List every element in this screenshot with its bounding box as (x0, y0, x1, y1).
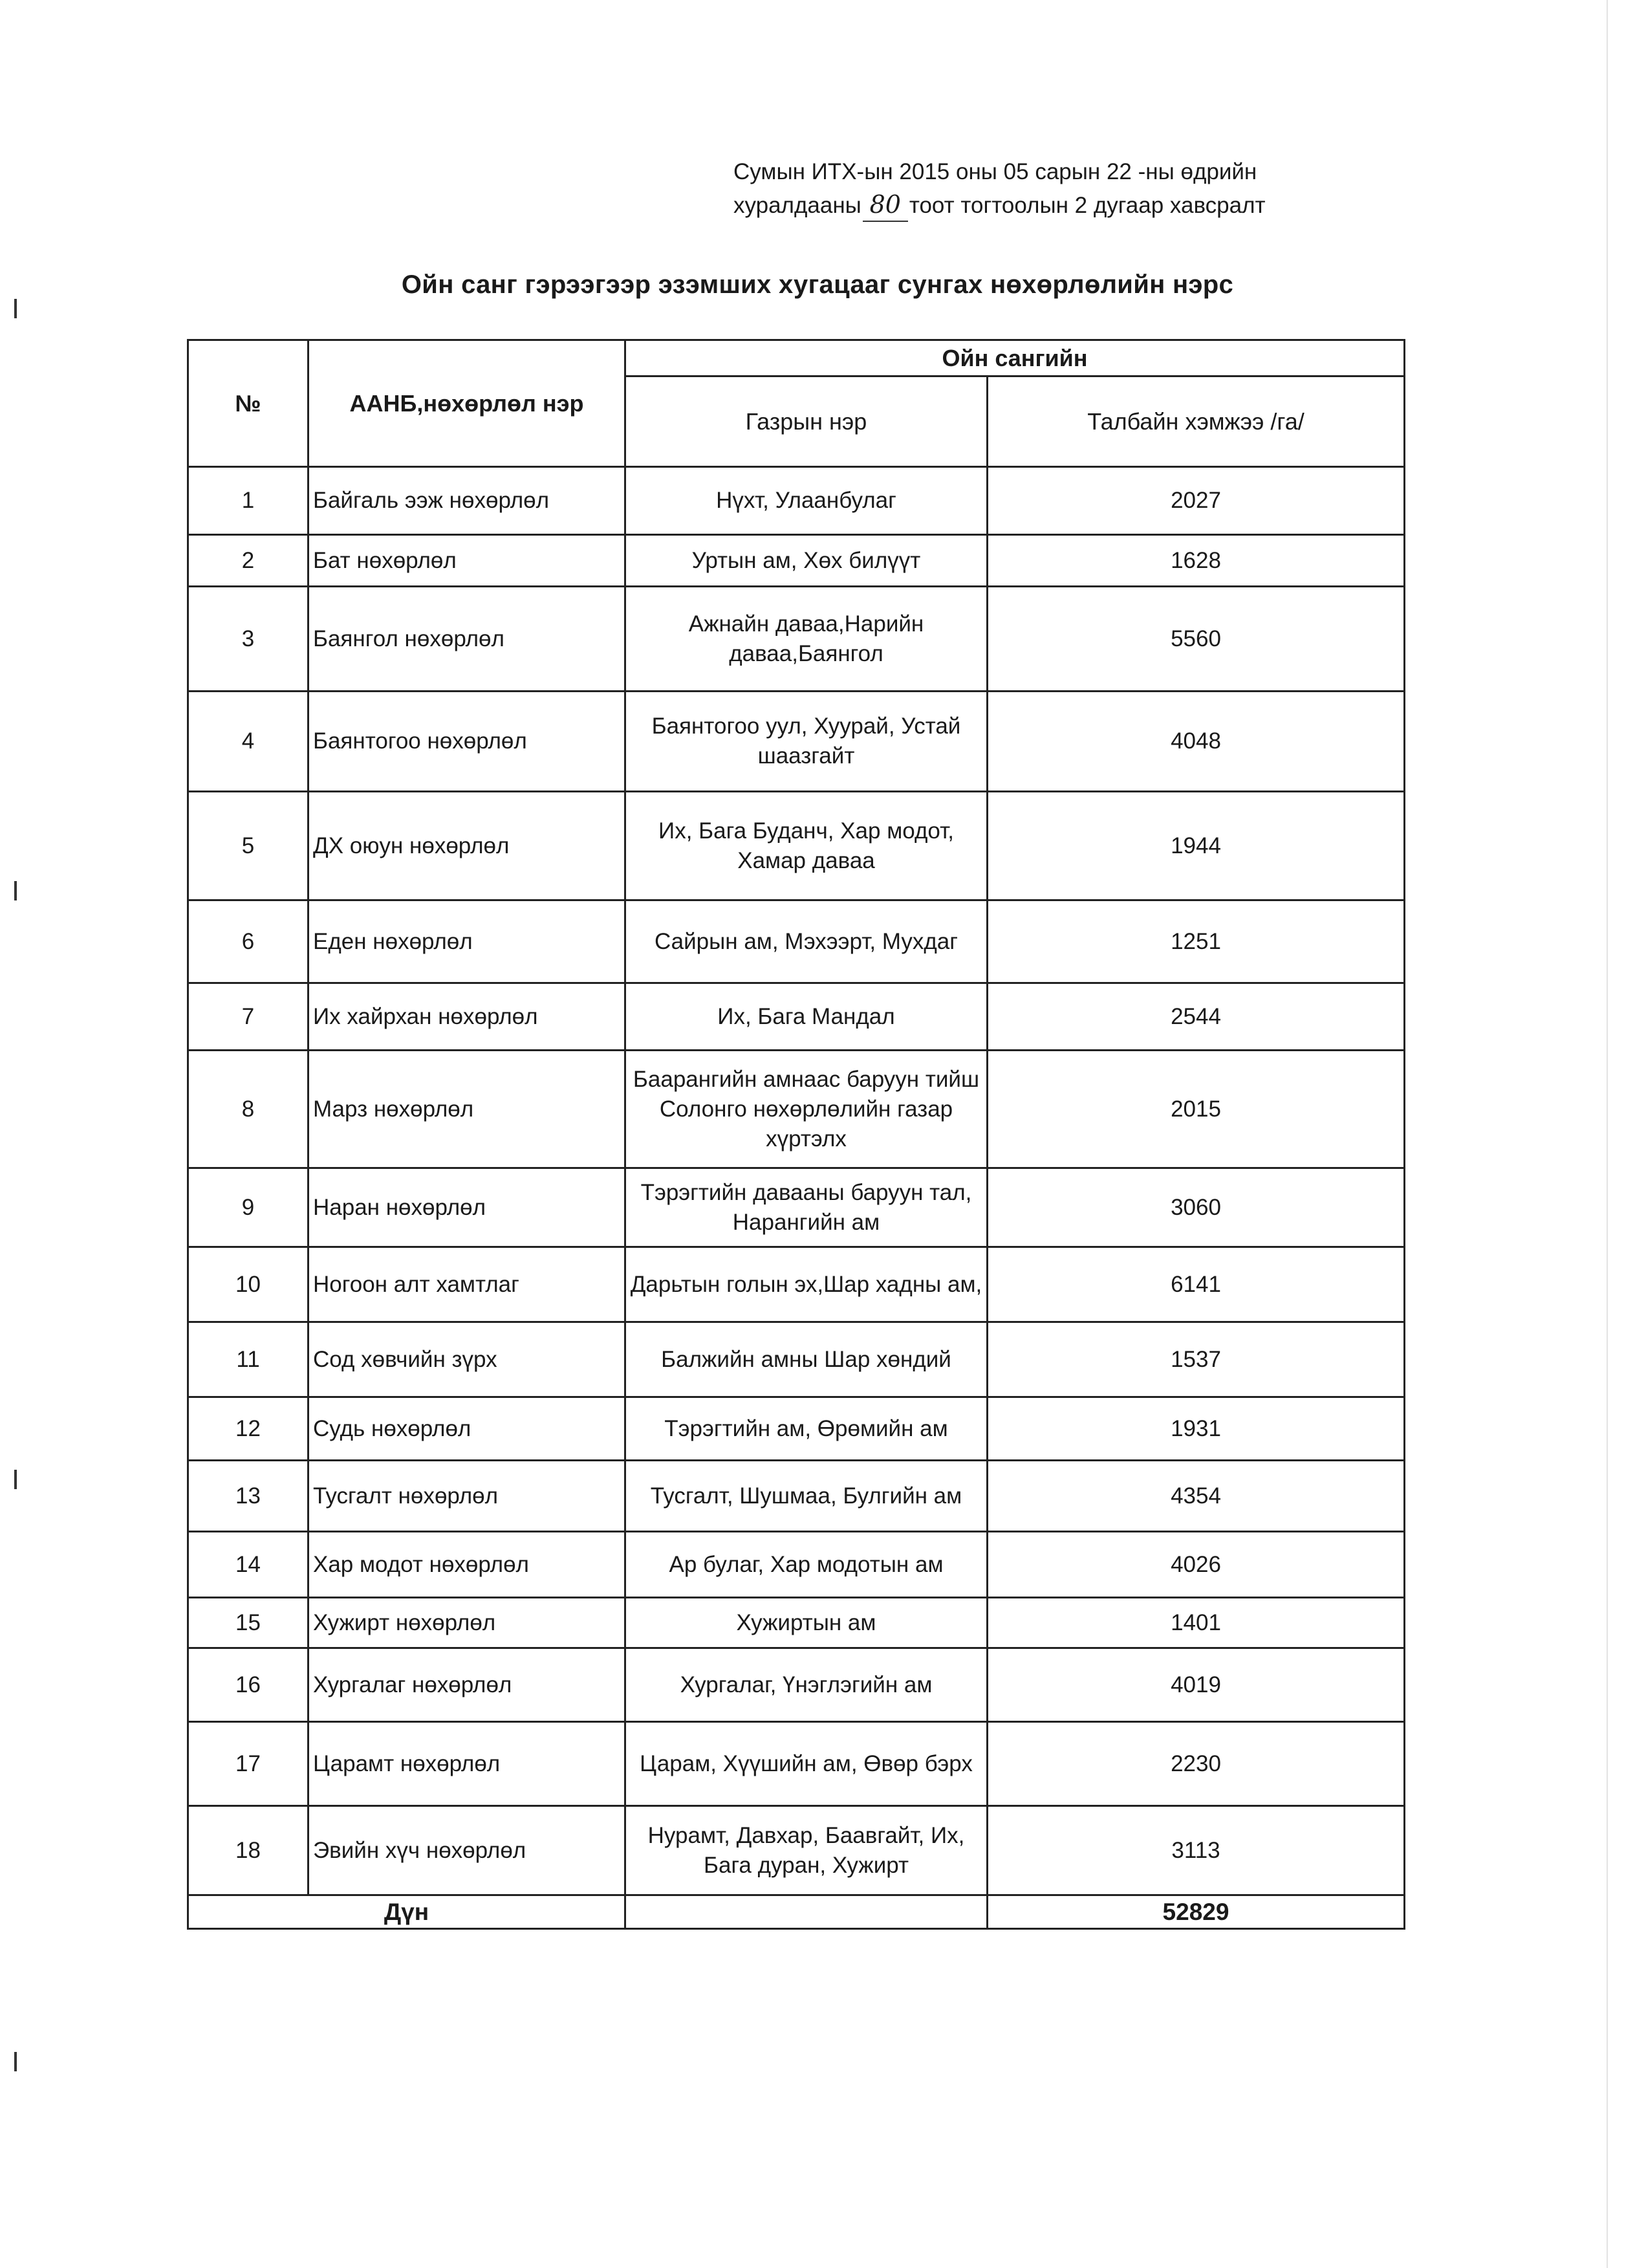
row-area: 1944 (988, 792, 1405, 900)
row-number: 13 (188, 1461, 309, 1532)
table-row (188, 1322, 1405, 1397)
row-name: Баянтогоо нөхөрлөл (309, 692, 625, 792)
table-row (188, 587, 1405, 692)
handwritten-resolution-number: 80 (863, 188, 908, 222)
row-area: 4048 (988, 692, 1405, 792)
row-place: Их, Бага Буданч, Хар модот, Хамар даваа (625, 792, 988, 900)
row-number: 9 (188, 1168, 309, 1247)
table-row (188, 1397, 1405, 1461)
row-number: 7 (188, 983, 309, 1051)
document-header (733, 156, 1574, 222)
row-area: 1931 (988, 1397, 1405, 1461)
row-number: 12 (188, 1397, 309, 1461)
row-name: Сод хөвчийн зүрх (309, 1322, 625, 1397)
row-area: 3113 (988, 1806, 1405, 1895)
row-place: Тэрэгтийн давааны баруун тал, Нарангийн ам (625, 1168, 988, 1247)
row-name: Бат нөхөрлөл (309, 535, 625, 587)
cooperatives-table (187, 339, 1405, 1930)
row-number: 3 (188, 587, 309, 692)
row-place: Ажнайн даваа,Нарийн даваа,Баянгол (625, 587, 988, 692)
row-name: Хургалаг нөхөрлөл (309, 1648, 625, 1722)
header-line-2 (733, 188, 1574, 222)
table-row (188, 467, 1405, 535)
row-area: 1251 (988, 900, 1405, 983)
row-number: 16 (188, 1648, 309, 1722)
column-header-area: Талбайн хэмжээ /га/ (988, 376, 1405, 467)
row-place: Балжийн амны Шар хөндий (625, 1322, 988, 1397)
row-place: Нүхт, Улаанбулаг (625, 467, 988, 535)
row-place: Баарангийн амнаас баруун тийш Солонго нөхөрлөлийн газар хүртэлх (625, 1051, 988, 1168)
column-header-number: № (188, 340, 309, 467)
table-row (188, 900, 1405, 983)
row-number: 18 (188, 1806, 309, 1895)
table-row (188, 1532, 1405, 1598)
row-area: 1401 (988, 1598, 1405, 1648)
margin-mark (14, 1470, 17, 1489)
row-place: Ар булаг, Хар модотын ам (625, 1532, 988, 1598)
total-place-empty (625, 1895, 988, 1929)
row-area: 4019 (988, 1648, 1405, 1722)
document-title: Ойн санг гэрээгээр эзэмших хугацааг сунгах нөхөрлөлийн нэрс (401, 270, 1234, 299)
row-name: Судь нөхөрлөл (309, 1397, 625, 1461)
margin-mark (14, 2052, 17, 2071)
row-place: Тэрэгтийн ам, Өрөмийн ам (625, 1397, 988, 1461)
row-place: Баянтогоо уул, Хуурай, Устай шаазгайт (625, 692, 988, 792)
row-name: Байгаль ээж нөхөрлөл (309, 467, 625, 535)
page-edge-shadow (1607, 0, 1608, 2268)
row-name: Наран нөхөрлөл (309, 1168, 625, 1247)
row-name: Ногоон алт хамтлаг (309, 1247, 625, 1322)
row-number: 5 (188, 792, 309, 900)
table-row (188, 1461, 1405, 1532)
row-place: Дарьтын голын эх,Шар хадны ам, (625, 1247, 988, 1322)
margin-mark (14, 299, 17, 318)
row-area: 4354 (988, 1461, 1405, 1532)
table-row (188, 692, 1405, 792)
header-line-1: Сумын ИТХ-ын 2015 оны 05 сарын 22 -ны өдрийн (733, 159, 1257, 184)
row-number: 14 (188, 1532, 309, 1598)
total-value: 52829 (988, 1895, 1405, 1929)
row-area: 2544 (988, 983, 1405, 1051)
row-number: 10 (188, 1247, 309, 1322)
row-name: Марз нөхөрлөл (309, 1051, 625, 1168)
row-area: 6141 (988, 1247, 1405, 1322)
row-place: Хургалаг, Үнэглэгийн ам (625, 1648, 988, 1722)
row-number: 4 (188, 692, 309, 792)
row-name: Еден нөхөрлөл (309, 900, 625, 983)
row-place: Царам, Хүүшийн ам, Өвөр бэрх (625, 1722, 988, 1806)
row-area: 2015 (988, 1051, 1405, 1168)
row-area: 1628 (988, 535, 1405, 587)
table-row (188, 792, 1405, 900)
row-number: 15 (188, 1598, 309, 1648)
row-name: Хужирт нөхөрлөл (309, 1598, 625, 1648)
row-name: Баянгол нөхөрлөл (309, 587, 625, 692)
total-row (188, 1895, 1405, 1929)
row-area: 3060 (988, 1168, 1405, 1247)
row-number: 6 (188, 900, 309, 983)
row-area: 4026 (988, 1532, 1405, 1598)
table-row (188, 1722, 1405, 1806)
header-line-2-suffix: тоот тогтоолын 2 дугаар хавсралт (909, 193, 1266, 218)
table-row (188, 1247, 1405, 1322)
row-name: Хар модот нөхөрлөл (309, 1532, 625, 1598)
row-name: Тусгалт нөхөрлөл (309, 1461, 625, 1532)
row-area: 2230 (988, 1722, 1405, 1806)
row-name: Эвийн хүч нөхөрлөл (309, 1806, 625, 1895)
row-area: 1537 (988, 1322, 1405, 1397)
table-row (188, 1648, 1405, 1722)
total-label: Дүн (188, 1895, 625, 1929)
row-number: 1 (188, 467, 309, 535)
row-name: ДХ оюун нөхөрлөл (309, 792, 625, 900)
row-number: 8 (188, 1051, 309, 1168)
row-name: Их хайрхан нөхөрлөл (309, 983, 625, 1051)
column-header-name: ААНБ,нөхөрлөл нэр (309, 340, 625, 467)
row-place: Уртын ам, Хөх билүүт (625, 535, 988, 587)
row-area: 5560 (988, 587, 1405, 692)
row-area: 2027 (988, 467, 1405, 535)
table-row (188, 1806, 1405, 1895)
table-row (188, 1168, 1405, 1247)
table-row (188, 1051, 1405, 1168)
row-place: Сайрын ам, Мэхээрт, Мухдаг (625, 900, 988, 983)
table-row (188, 1598, 1405, 1648)
row-number: 17 (188, 1722, 309, 1806)
row-name: Царамт нөхөрлөл (309, 1722, 625, 1806)
row-number: 2 (188, 535, 309, 587)
row-place: Хужиртын ам (625, 1598, 988, 1648)
column-header-place: Газрын нэр (625, 376, 988, 467)
table-row (188, 535, 1405, 587)
margin-mark (14, 881, 17, 900)
table-row (188, 983, 1405, 1051)
header-line-2-prefix: хуралдааны (733, 193, 861, 218)
row-number: 11 (188, 1322, 309, 1397)
column-group-forest: Ойн сангийн (625, 340, 1405, 376)
row-place: Тусгалт, Шушмаа, Булгийн ам (625, 1461, 988, 1532)
row-place: Их, Бага Мандал (625, 983, 988, 1051)
row-place: Нурамт, Давхар, Баавгайт, Их, Бага дуран, Хужирт (625, 1806, 988, 1895)
